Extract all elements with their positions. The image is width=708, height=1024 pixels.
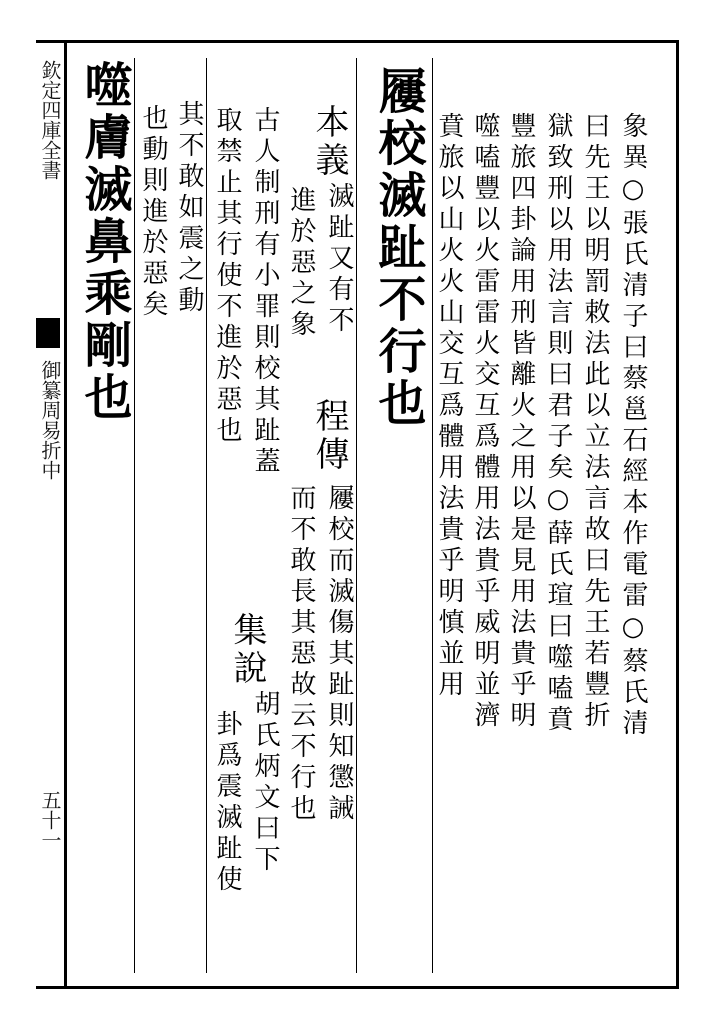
margin-series-title: 欽定四庫全書: [38, 60, 62, 180]
column-divider: [356, 58, 357, 973]
text-column-1: 象異○張氏清子曰蔡邕石經本作電雷○蔡氏清: [618, 112, 648, 740]
commentary-jishuo: 胡氏炳文曰下: [250, 690, 280, 876]
label-chengzhuan: 程傳: [309, 398, 349, 474]
heading-classic-text-2: 噬膚滅鼻乘剛也: [76, 60, 132, 424]
commentary-chengzhuan: 屨校而滅傷其趾則知懲誡: [324, 484, 354, 825]
commentary-text-1: 古人制刑有小罪則校其趾蓋: [250, 106, 280, 478]
margin-book-title: 御纂周易折中: [38, 360, 62, 480]
commentary-benyi-2: 進於惡之象: [286, 186, 316, 341]
text-column-5: 噬嗑豐以火雷雷火交互爲體用法貴乎威明並濟: [470, 112, 500, 732]
commentary-chengzhuan-2: 而不敢長其惡故云不行也: [286, 484, 316, 825]
top-border: [36, 40, 676, 43]
text-column-2: 曰先王以明罰敕法此以立法言故曰先王若豐折: [580, 112, 610, 732]
margin-black-mark: [36, 318, 60, 348]
margin-page-number: 五十一: [38, 790, 62, 850]
commentary-jishuo-2: 卦爲震滅趾使: [212, 710, 242, 896]
label-jishuo: 集說: [227, 612, 267, 688]
label-benyi: 本義: [309, 104, 349, 180]
margin-border: [64, 40, 67, 989]
text-column-3: 獄致刑以用法言則曰君子矣○薛氏瑄曰噬嗑賁: [543, 112, 573, 736]
commentary-text-2: 取禁止其行使不進於惡也: [212, 106, 242, 447]
bottom-border: [36, 986, 676, 989]
column-divider: [206, 58, 207, 973]
commentary-text-3: 其不敢如震之動: [174, 100, 204, 317]
heading-classic-text: 屨校滅趾不行也: [370, 66, 426, 430]
column-divider: [432, 58, 433, 973]
text-column-4: 豐旅四卦論用刑皆離火之用以是見用法貴乎明: [506, 112, 536, 732]
commentary-text-4: 也動則進於惡矣: [138, 104, 168, 321]
right-border: [676, 40, 679, 989]
column-divider: [134, 58, 135, 973]
text-column-6: 賁旅以山火火山交互爲體用法貴乎明慎並用: [434, 112, 464, 701]
commentary-benyi: 滅趾又有不: [324, 182, 354, 337]
